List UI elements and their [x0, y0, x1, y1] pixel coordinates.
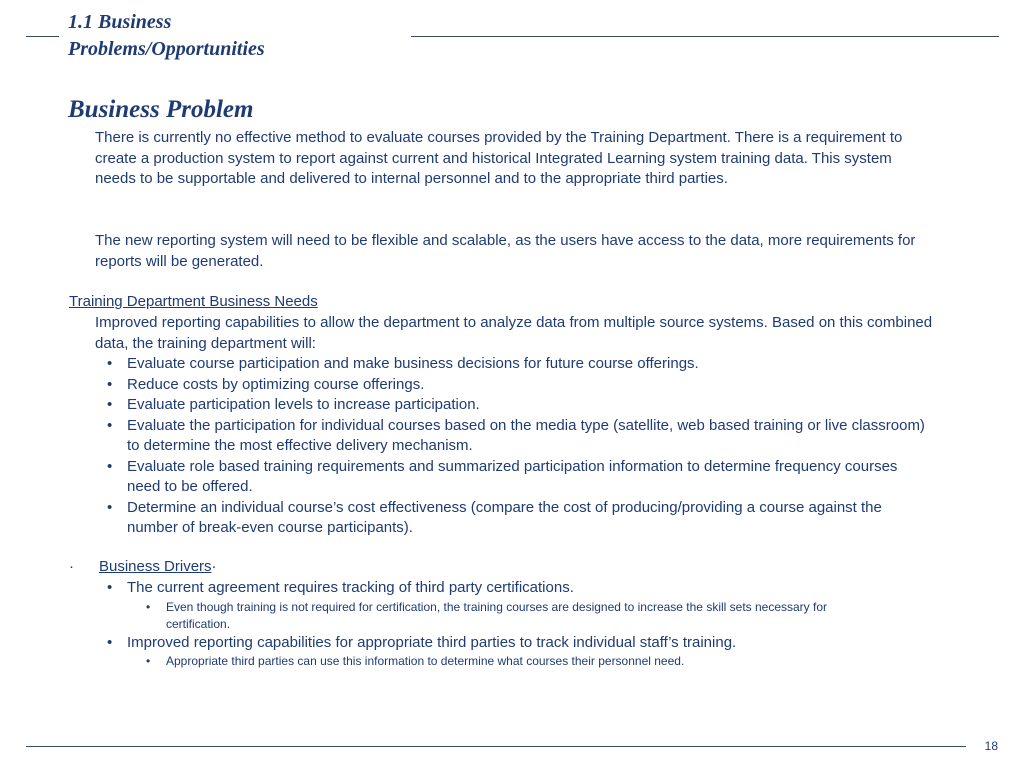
bullet: • [107, 416, 113, 434]
training-needs-list [107, 354, 927, 539]
sub-list-item-text: Appropriate third parties can use this information to determine what courses their personnel need. [166, 654, 685, 668]
list-item [107, 498, 927, 539]
list-item-text: Reduce costs by optimizing course offerings. [127, 375, 425, 393]
bullet: • [107, 355, 113, 372]
business-problem-paragraph-1: There is currently no effective method to evaluate courses provided by the Training Department. There is a requirement to create a production system to report against current and historical Integrated Learning system training data. This system needs to be supportable and delivered to internal personnel and to the appropriate third parties. [95, 129, 903, 187]
sub-list [127, 653, 927, 670]
list-item [107, 354, 927, 375]
business-drivers-heading-suffix: · [211, 558, 217, 575]
business-problem-paragraph-2: The new reporting system will need to be flexible and scalable, as the users have access to the data, more requirements for reports will be generated. [95, 232, 916, 270]
list-item-text: The current agreement requires tracking of third party certifications. [127, 579, 574, 596]
list-item-text: Determine an individual course’s cost effectiveness (compare the cost of producing/providing a course against the number of break-even course participants). [127, 498, 882, 536]
list-item [107, 416, 927, 457]
header-rule-right [411, 36, 999, 37]
list-item [107, 457, 927, 498]
slide-title-line1: 1.1 Business [68, 11, 172, 33]
bullet: • [107, 633, 113, 651]
business-drivers-heading: Business Drivers [99, 558, 212, 575]
sub-list-item [146, 653, 866, 670]
list-item-text: Evaluate the participation for individual courses based on the media type (satellite, web based training or live classroom) to determine the most effective delivery mechanism. [127, 416, 925, 454]
header-rule-left [26, 36, 59, 37]
business-drivers-list [107, 578, 927, 670]
bullet: • [146, 599, 151, 614]
business-drivers-heading-line [69, 557, 217, 578]
bullet: • [107, 579, 113, 596]
bullet: • [107, 457, 113, 475]
slide-title [68, 9, 265, 63]
list-item [107, 395, 927, 416]
bullet: · [69, 558, 74, 575]
business-problem-heading: Business Problem [68, 96, 254, 123]
sub-list-item-text: Even though training is not required for certification, the training courses are designed to increase the skill sets necessary for certification. [166, 599, 828, 631]
footer-rule [26, 746, 966, 747]
list-item [107, 375, 927, 396]
slide-title-line2: Problems/Opportunities [68, 38, 265, 60]
list-item-text: Evaluate course participation and make business decisions for future course offerings. [127, 355, 699, 372]
training-needs-intro: Improved reporting capabilities to allow the department to analyze data from multiple source systems. Based on this combined data, the training department will: [95, 314, 933, 352]
list-item [107, 578, 927, 633]
sub-list-item [146, 599, 866, 633]
list-item-text: Evaluate role based training requirements and summarized participation information to determine frequency courses need to be offered. [127, 457, 898, 495]
bullet: • [146, 654, 151, 668]
bullet: • [107, 396, 113, 413]
bullet: • [107, 375, 113, 393]
training-needs-heading: Training Department Business Needs [69, 293, 318, 310]
bullet: • [107, 498, 113, 516]
list-item-text: Improved reporting capabilities for appropriate third parties to track individual staff’s training. [127, 633, 737, 651]
list-item [107, 633, 927, 671]
page-number: 18 [984, 739, 998, 753]
list-item-text: Evaluate participation levels to increase participation. [127, 396, 480, 413]
sub-list [127, 599, 927, 633]
